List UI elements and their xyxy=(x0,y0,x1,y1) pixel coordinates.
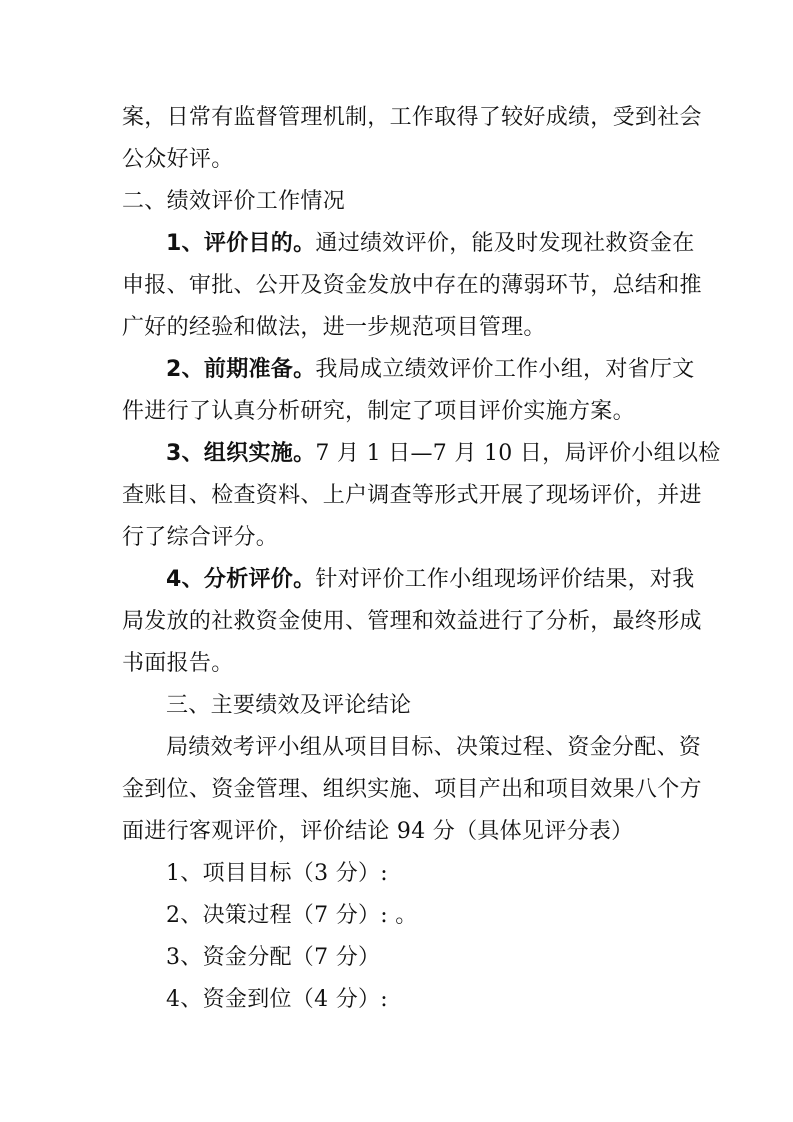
paragraph-line: 申报、审批、公开及资金发放中存在的薄弱环节，总结和推 xyxy=(122,273,702,298)
item-text: 我局成立绩效评价工作小组，对省厅文 xyxy=(315,357,695,382)
item-label: 1、评价目的。 xyxy=(166,231,316,256)
item-label: 2、前期准备。 xyxy=(166,357,316,382)
list-item: 3、资金分配（7 分） xyxy=(166,945,381,970)
paragraph-line xyxy=(166,565,695,595)
paragraph-line: 面进行客观评价，评价结论 94 分（具体见评分表） xyxy=(122,819,634,844)
item-label: 3、组织实施。 xyxy=(166,441,316,466)
paragraph-line: 局发放的社救资金使用、管理和效益进行了分析，最终形成 xyxy=(122,609,702,634)
paragraph-line: 行了综合评分。 xyxy=(122,525,279,550)
paragraph-line: 查账目、检查资料、上户调查等形式开展了现场评价，并进 xyxy=(122,483,702,508)
paragraph-line: 案，日常有监督管理机制，工作取得了较好成绩，受到社会 xyxy=(122,105,702,130)
paragraph-line: 金到位、资金管理、组织实施、项目产出和项目效果八个方 xyxy=(122,777,702,802)
paragraph-line xyxy=(166,439,721,469)
paragraph-line: 广好的经验和做法，进一步规范项目管理。 xyxy=(122,315,546,340)
list-item: 4、资金到位（4 分）: xyxy=(166,987,388,1012)
item-text: 通过绩效评价，能及时发现社救资金在 xyxy=(315,231,695,256)
list-item: 1、项目目标（3 分）: xyxy=(166,861,388,886)
paragraph-line xyxy=(166,355,695,385)
paragraph-line: 书面报告。 xyxy=(122,651,234,676)
section-heading: 三、主要绩效及评论结论 xyxy=(166,693,412,718)
paragraph-line: 公众好评。 xyxy=(122,147,234,172)
item-label: 4、分析评价。 xyxy=(166,567,316,592)
paragraph-line: 件进行了认真分析研究，制定了项目评价实施方案。 xyxy=(122,399,635,424)
paragraph-line: 局绩效考评小组从项目目标、决策过程、资金分配、资 xyxy=(166,735,702,760)
item-text: 7 月 1 日—7 月 10 日，局评价小组以检 xyxy=(315,441,721,466)
item-text: 针对评价工作小组现场评价结果，对我 xyxy=(315,567,695,592)
section-heading: 二、绩效评价工作情况 xyxy=(122,189,346,214)
list-item: 2、决策过程（7 分）: 。 xyxy=(166,903,418,928)
paragraph-line xyxy=(166,229,695,259)
